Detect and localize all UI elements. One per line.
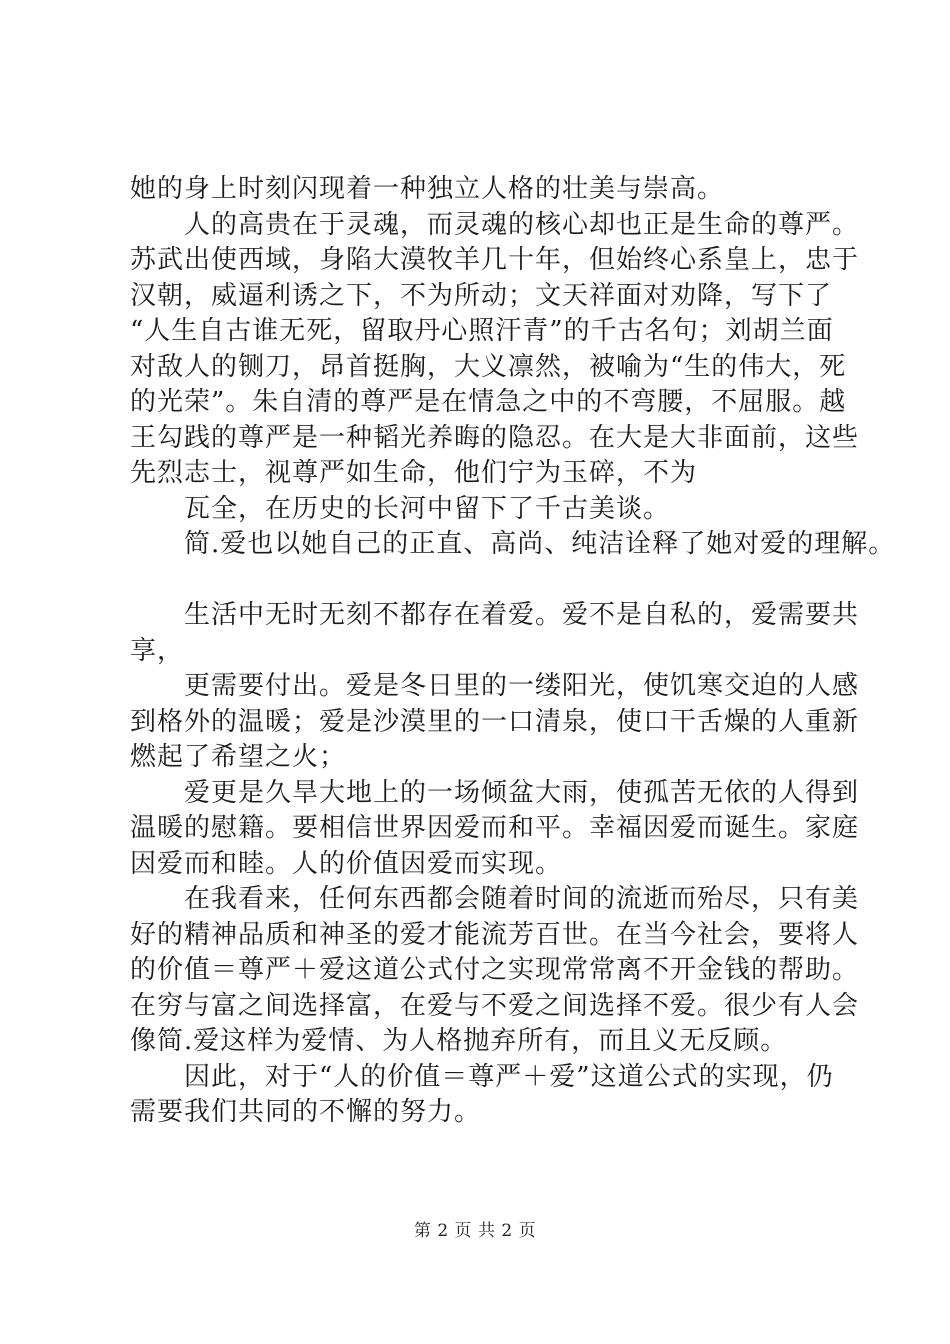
text-line: 到格外的温暖；爱是沙漠里的一口清泉，使口干舌燥的人重新 (130, 706, 860, 737)
document-body (130, 172, 896, 1131)
text-line: 生活中无时无刻不都存在着爱。爱不是自私的，爱需要共 (184, 600, 860, 630)
text-line: “人生自古谁无死，留取丹心照汗青”的千古名句；刘胡兰面 (130, 316, 834, 346)
text-line: 在穷与富之间选择富，在爱与不爱之间选择不爱。很少有人会 (130, 990, 860, 1021)
text-line: 好的精神品质和神圣的爱才能流芳百世。在当今社会，要将人 (130, 919, 860, 950)
text-line: 苏武出使西域，身陷大漠牧羊几十年，但始终心系皇上，忠于 (130, 245, 860, 275)
text-line: 因爱而和睦。人的价值因爱而实现。 (130, 848, 563, 879)
text-line: 汉朝，威逼利诱之下，不为所动；文天祥面对劝降，写下了 (130, 280, 833, 311)
text-line: 人的高贵在于灵魂，而灵魂的核心却也正是生命的尊严。 (184, 209, 860, 240)
text-line: 享， (130, 635, 185, 666)
text-line: 更需要付出。爱是冬日里的一缕阳光，使饥寒交迫的人感 (184, 671, 860, 701)
text-line: 温暖的慰籍。要相信世界因爱而和平。幸福因爱而诞生。家庭 (130, 813, 860, 843)
text-line: 的光荣”。朱自清的尊严是在情急之中的不弯腰，不屈服。越 (130, 387, 847, 417)
text-line: 需要我们共同的不懈的努力。 (130, 1097, 482, 1127)
text-line: 燃起了希望之火； (130, 742, 347, 772)
text-line: 在我看来，任何东西都会随着时间的流逝而殆尽，只有美 (184, 884, 860, 914)
text-line: 像简.爱这样为爱情、为人格抛弃所有，而且义无反顾。 (130, 1026, 788, 1056)
text-line: 爱更是久旱大地上的一场倾盆大雨，使孤苦无依的人得到 (184, 777, 860, 808)
text-line: 的价值＝尊严＋爱这道公式付之实现常常离不开金钱的帮助。 (130, 955, 860, 985)
text-line: 因此，对于“人的价值＝尊严＋爱”这道公式的实现，仍 (184, 1061, 834, 1092)
text-line: 她的身上时刻闪现着一种独立人格的壮美与崇高。 (130, 174, 725, 204)
page-footer: 第 2 页 共 2 页 (413, 1221, 537, 1241)
text-line: 对敌人的铡刀，昂首挺胸，大义凛然，被喻为“生的伟大，死 (130, 351, 847, 382)
text-line: 简.爱也以她自己的正直、高尚、纯洁诠释了她对爱的理解。 (184, 529, 896, 559)
text-line: 王勾践的尊严是一种韬光养晦的隐忍。在大是大非面前，这些 (130, 422, 860, 453)
blank-line (130, 563, 850, 599)
text-line: 先烈志士，视尊严如生命，他们宁为玉碎，不为 (130, 458, 698, 488)
text-line: 瓦全，在历史的长河中留下了千古美谈。 (184, 493, 671, 524)
